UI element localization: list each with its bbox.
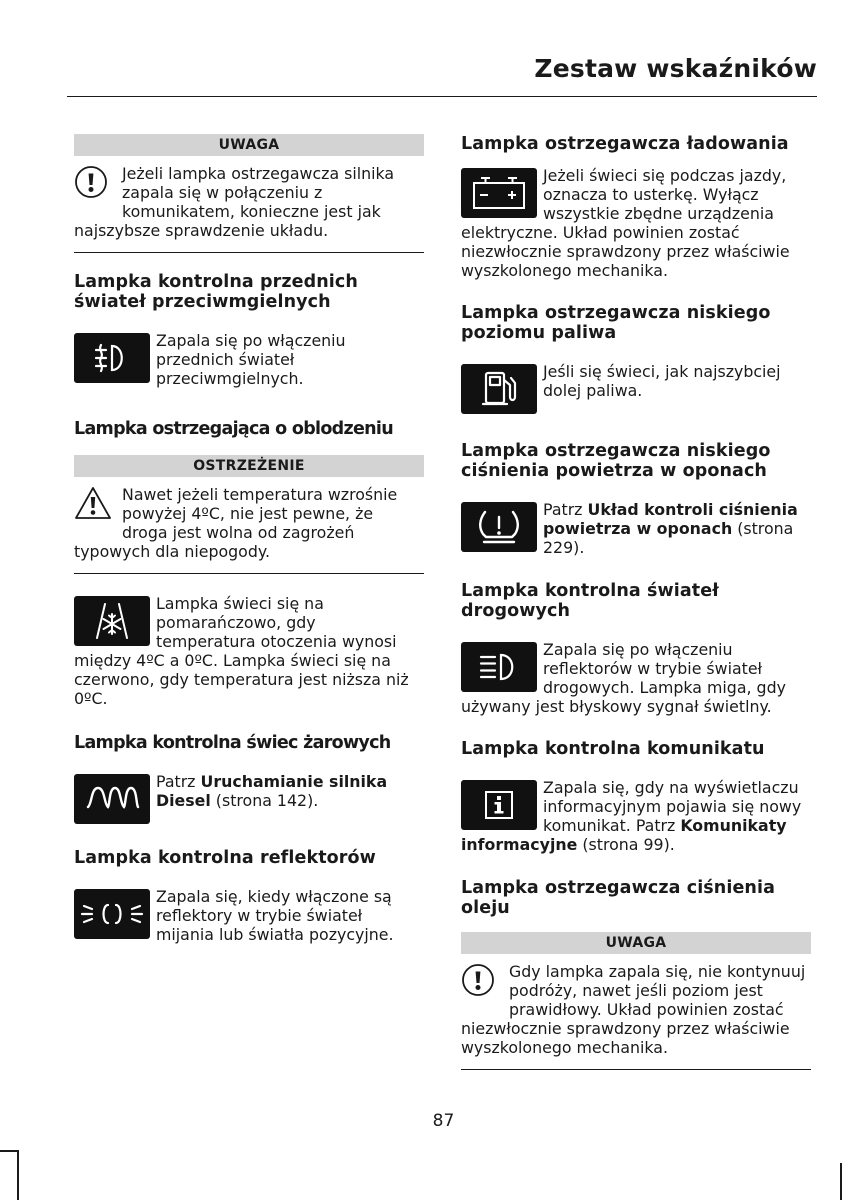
title-rule [67, 96, 817, 97]
entry-high-beam: Zapala się po włączeniu reflektorów w trybie świateł drogowych. Lampka miga, gdy używany jest błyskowy sygnał świetlny. [461, 640, 786, 716]
warning-triangle-icon [74, 485, 112, 521]
warning-label: OSTRZEŻENIE [74, 455, 424, 477]
heading-message: Lampka kontrolna komunikatu [461, 739, 765, 759]
heading-tyres: Lampka ostrzegawcza niskiego ciśnienia powietrza w oponach [461, 441, 771, 481]
cross-reference-link[interactable]: informacyjne [461, 835, 578, 854]
note-label: UWAGA [461, 932, 811, 954]
warning-bottom-rule [74, 573, 424, 574]
right-column [461, 134, 811, 1070]
cross-reference-link[interactable]: Diesel [156, 791, 211, 810]
note-text: Gdy lampka zapala się, nie kontynuuj podróży, nawet jeśli poziom jest prawidłowy. Układ powinien zostać niezwłocznie sprawdzony przez właściwie wyszkolonego mechanika. [461, 962, 806, 1057]
cross-reference-link[interactable]: Uruchamianie silnika [200, 772, 388, 791]
cross-reference-link[interactable]: powietrza w oponach [543, 519, 733, 538]
information-icon [461, 780, 537, 830]
frost-snowflake-icon [74, 596, 150, 646]
cross-reference-link[interactable]: Układ kontroli ciśnienia [587, 500, 798, 519]
entry-frost: Lampka świeci się na pomarańczowo, gdy temperatura otoczenia wynosi między 4ºC a 0ºC. Lampka świeci się na czerwono, gdy temperatura jest niższa niż 0ºC. [74, 594, 409, 708]
warning-text: Nawet jeżeli temperatura wzrośnie powyżej 4ºC, nie jest pewne, że droga jest wolna od zagrożeń typowych dla niepogody. [74, 485, 398, 561]
note-engine-warning [74, 134, 424, 253]
note-oil [461, 932, 811, 1070]
caution-circle-icon [461, 963, 495, 997]
heading-headlamps: Lampka kontrolna reflektorów [74, 848, 376, 868]
caution-circle-icon [74, 165, 108, 199]
heading-high-beam: Lampka kontrolna świateł drogowych [461, 581, 719, 621]
entry-tyres: Patrz Układ kontroli ciśnienia powietrza w oponach (strona 229). [461, 500, 811, 557]
front-fog-lamp-icon [74, 333, 150, 383]
page-number: 87 [432, 1111, 455, 1131]
note-bottom-rule [74, 252, 424, 253]
page-title: Zestaw wskaźników [534, 54, 817, 83]
crop-mark [0, 1150, 17, 1152]
entry-charging: Jeżeli świeci się podczas jazdy, oznacza to usterkę. Wyłącz wszystkie zbędne urządzenia elektryczne. Układ powinien zostać niezwłocznie sprawdzony przez właściwie wyszkolonego mechanika. [461, 166, 790, 280]
note-text: Jeżeli lampka ostrzegawcza silnika zapala się w połączeniu z komunikatem, konieczne jest jak najszybsze sprawdzenie układu. [74, 164, 395, 240]
entry-headlamps: Zapala się, kiedy włączone są reflektory w trybie świateł mijania lub światła pozycyjne. [74, 887, 424, 944]
tyre-pressure-icon [461, 502, 537, 552]
side-lamps-icon [74, 889, 150, 939]
entry-message: Zapala się, gdy na wyświetlaczu informacyjnym pojawia się nowy komunikat. Patrz Komunikaty informacyjne (strona 99). [461, 778, 802, 854]
note-bottom-rule [461, 1069, 811, 1070]
crop-mark [17, 1150, 19, 1200]
left-column [74, 134, 424, 944]
heading-glow-plug: Lampka kontrolna świec żarowych [74, 733, 391, 753]
heading-frost: Lampka ostrzegająca o oblodzeniu [74, 419, 393, 439]
heading-fuel: Lampka ostrzegawcza niskiego poziomu paliwa [461, 303, 771, 343]
battery-icon [461, 168, 537, 218]
entry-fuel: Jeśli się świeci, jak najszybciej dolej paliwa. [461, 362, 811, 400]
heading-oil: Lampka ostrzegawcza ciśnienia oleju [461, 878, 775, 918]
glow-plug-coil-icon [74, 774, 150, 824]
heading-charging: Lampka ostrzegawcza ładowania [461, 134, 789, 154]
entry-glow-plug: Patrz Uruchamianie silnika Diesel (strona 142). [74, 772, 424, 810]
crop-mark [840, 1163, 842, 1200]
warning-frost [74, 455, 424, 574]
fuel-pump-icon [461, 364, 537, 414]
entry-front-fog: Zapala się po włączeniu przednich świateł przeciwmgielnych. [74, 331, 424, 388]
high-beam-icon [461, 642, 537, 692]
heading-front-fog: Lampka kontrolna przednich świateł przeciwmgielnych [74, 272, 358, 312]
cross-reference-link[interactable]: Komunikaty [680, 816, 787, 835]
note-label: UWAGA [74, 134, 424, 156]
